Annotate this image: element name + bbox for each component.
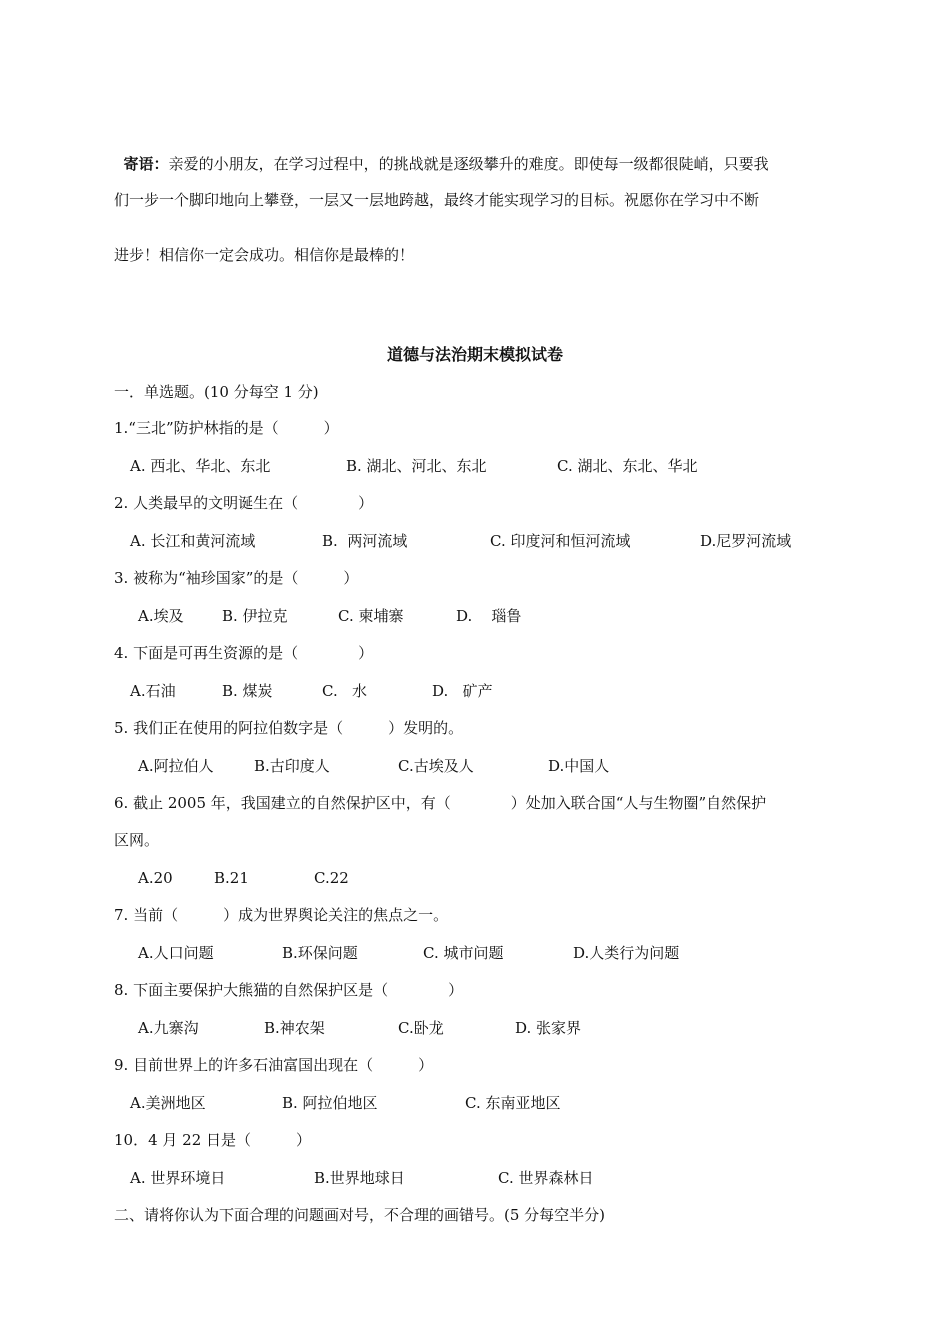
q6-option-c: C.22	[314, 869, 349, 887]
section-2-heading: 二、请将你认为下面合理的问题画对号，不合理的画错号。(5 分每空半分)	[114, 1206, 606, 1224]
q9-option-a: A.美洲地区	[130, 1094, 206, 1112]
question-6: 6. 截止 2005 年，我国建立的自然保护区中，有（ ）处加入联合国“人与生物圈”自然保护	[114, 794, 767, 812]
q2-option-a: A. 长江和黄河流域	[130, 532, 256, 550]
q10-option-a: A. 世界环境日	[130, 1169, 226, 1187]
q9-option-b: B. 阿拉伯地区	[282, 1094, 378, 1112]
q10-option-c: C. 世界森林日	[498, 1169, 594, 1187]
q4-option-c: C. 水	[322, 682, 368, 700]
q5-option-a: A.阿拉伯人	[138, 757, 214, 775]
question-8: 8. 下面主要保护大熊猫的自然保护区是（ ）	[114, 981, 464, 999]
q7-option-d: D.人类行为问题	[573, 944, 680, 962]
greeting-label: 寄语：	[123, 155, 169, 173]
greeting-line-1	[114, 134, 769, 174]
q5-option-d: D.中国人	[548, 757, 610, 775]
q8-option-d: D. 张家界	[515, 1019, 582, 1037]
q5-option-c: C.古埃及人	[398, 757, 474, 775]
greeting-line-2: 们一步一个脚印地向上攀登，一层又一层地跨越，最终才能实现学习的目标。祝愿你在学习中不断	[114, 191, 760, 209]
q8-option-c: C.卧龙	[398, 1019, 444, 1037]
q9-option-c: C. 东南亚地区	[465, 1094, 561, 1112]
q7-option-c: C. 城市问题	[423, 944, 504, 962]
q3-option-b: B. 伊拉克	[222, 607, 288, 625]
q3-option-a: A.埃及	[138, 607, 184, 625]
question-2: 2. 人类最早的文明诞生在（ ）	[114, 494, 374, 512]
q2-option-b: B. 两河流域	[322, 532, 408, 550]
exam-title: 道德与法治期末模拟试卷	[386, 345, 563, 364]
q1-option-b: B. 湖北、河北、东北	[346, 457, 487, 475]
q6-option-a: A.20	[138, 869, 173, 887]
q6-option-b: B.21	[214, 869, 249, 887]
question-5: 5. 我们正在使用的阿拉伯数字是（ ）发明的。	[114, 719, 464, 737]
q5-option-b: B.古印度人	[254, 757, 330, 775]
q8-option-a: A.九寨沟	[138, 1019, 199, 1037]
question-7: 7. 当前（ ）成为世界舆论关注的焦点之一。	[114, 906, 449, 924]
q1-option-a: A. 西北、华北、东北	[130, 457, 271, 475]
q2-option-c: C. 印度河和恒河流域	[490, 532, 631, 550]
q7-option-a: A.人口问题	[138, 944, 214, 962]
question-10: 10．4 月 22 日是（ ）	[114, 1131, 312, 1149]
q8-option-b: B.神农架	[264, 1019, 325, 1037]
q3-option-d: D. 瑙鲁	[456, 607, 522, 625]
q4-option-a: A.石油	[130, 682, 176, 700]
question-4: 4. 下面是可再生资源的是（ ）	[114, 644, 374, 662]
q10-option-b: B.世界地球日	[314, 1169, 405, 1187]
q2-option-d: D.尼罗河流域	[700, 532, 792, 550]
q4-option-d: D. 矿产	[432, 682, 493, 700]
greeting-line-3: 进步！相信你一定会成功。相信你是最棒的！	[114, 246, 415, 264]
question-3: 3. 被称为“袖珍国家”的是（ ）	[114, 569, 359, 587]
question-9: 9. 目前世界上的许多石油富国出现在（ ）	[114, 1056, 434, 1074]
greeting-text-1: 亲爱的小朋友，在学习过程中，的挑战就是逐级攀升的难度。即使每一级都很陡峭，只要我	[168, 155, 769, 173]
q3-option-c: C. 柬埔寨	[338, 607, 404, 625]
question-6-cont: 区网。	[114, 831, 160, 849]
q4-option-b: B. 煤炭	[222, 682, 273, 700]
q1-option-c: C. 湖北、东北、华北	[557, 457, 698, 475]
q7-option-b: B.环保问题	[282, 944, 358, 962]
question-1: 1.“三北”防护林指的是（ ）	[114, 419, 339, 437]
section-1-heading: 一．单选题。(10 分每空 1 分)	[114, 383, 319, 401]
